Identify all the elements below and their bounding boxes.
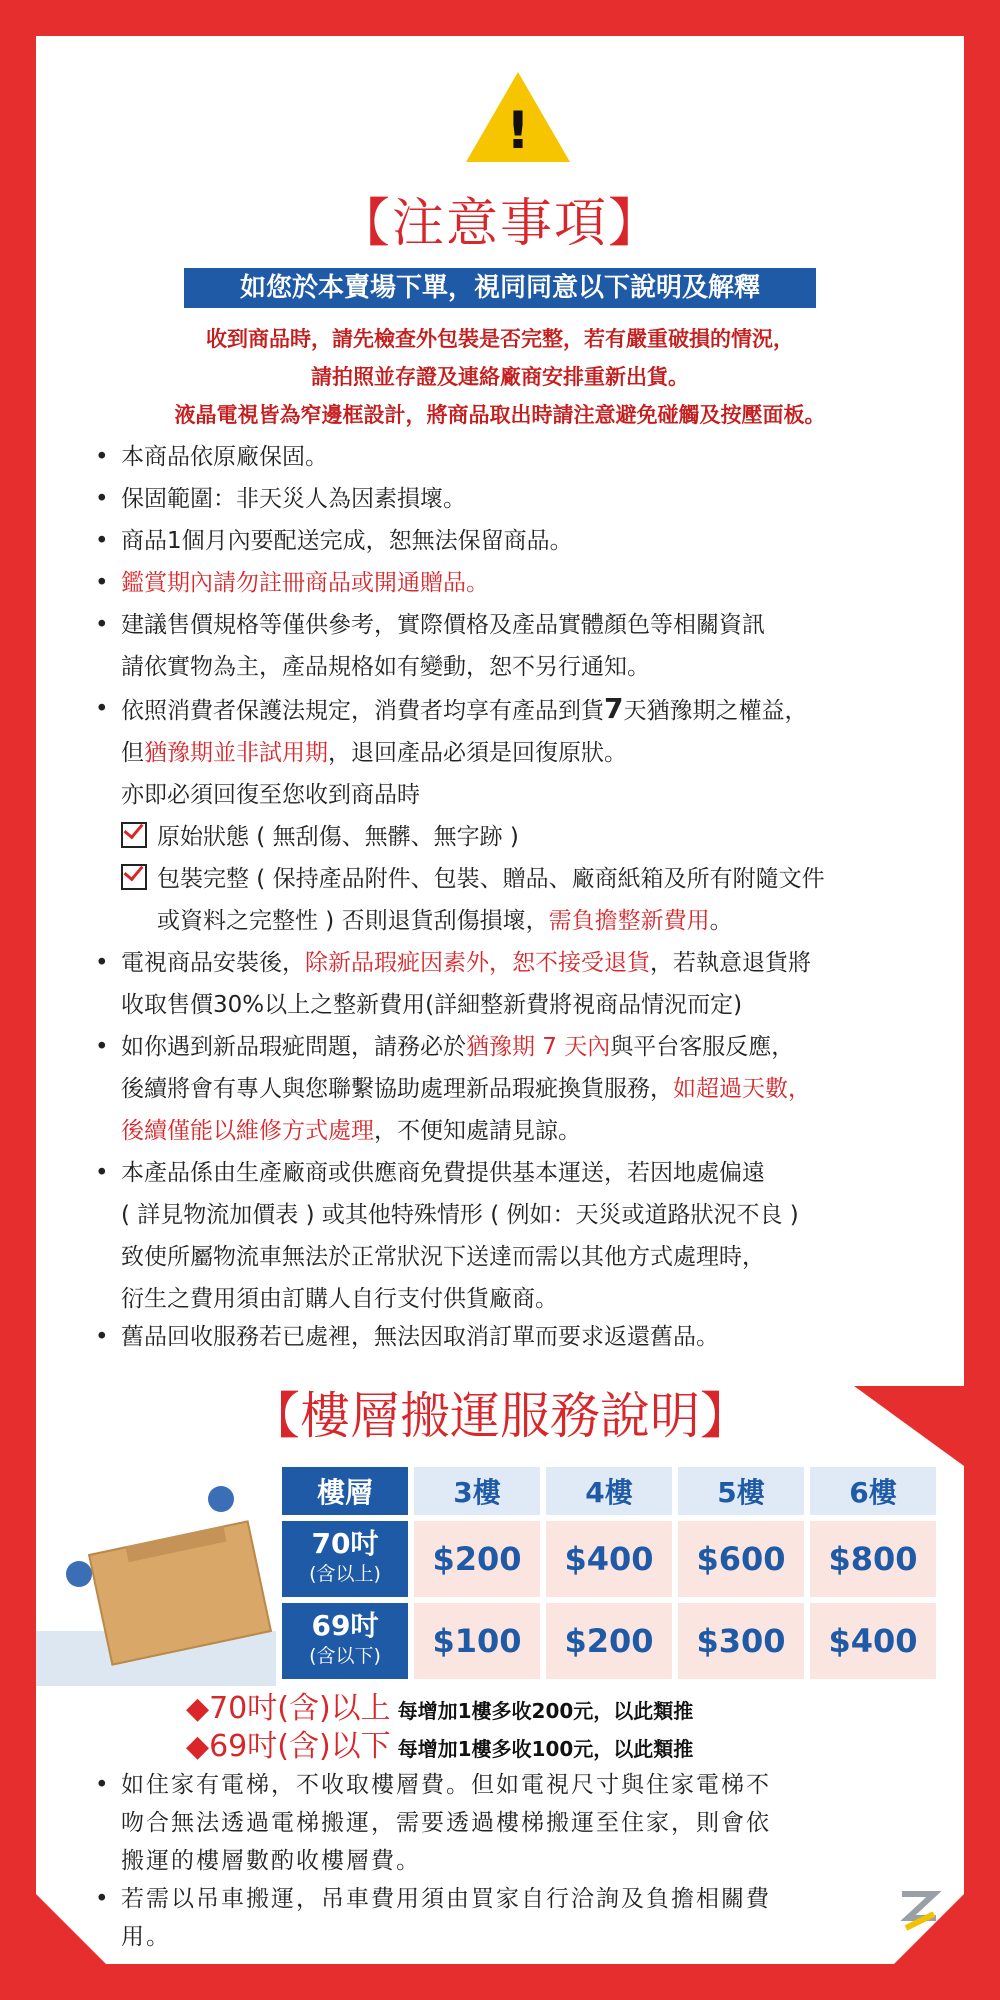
floor-notes-list	[91, 1766, 951, 1956]
table-row: 70吋 (含以上) $200 $400 $600 $800	[282, 1521, 936, 1597]
list-item: • 建議售價規格等僅供參考，實際價格及產品實體顏色等相關資訊 請依實物為主，產品規格如有變動，恕不另行通知。	[95, 612, 765, 680]
list-item: • 舊品回收服務若已處裡，無法因取消訂單而要求返還舊品。	[95, 1324, 719, 1350]
notice-line: 請拍照並存證及連絡廠商安排重新出貨。	[311, 365, 689, 389]
brand-logo	[894, 1884, 944, 1934]
content-panel	[36, 36, 964, 1964]
list-item: • 本產品係由生產廠商或供應商免費提供基本運送，若因地處偏遠 ( 詳見物流加價表 ) 或其他特殊情形 ( 例如：天災或道路狀況不良 ) 致使所屬物流車無法於正常狀況下送達而需以其他方式處理時， 衍生之費用須由訂購人自行支付供貨廠商。	[95, 1160, 799, 1312]
terms-list	[91, 436, 961, 1354]
table-row: 樓層 3樓 4樓 5樓 6樓	[282, 1467, 936, 1515]
page-title: 【注意事項】	[337, 194, 662, 254]
warning-icon-mark: !	[506, 101, 530, 161]
list-item: • 保固範圍：非天災人為因素損壞。	[95, 486, 466, 512]
list-item: • 如你遇到新品瑕疵問題，請務必於猶豫期 7 天內與平台客服反應， 後續將會有專人與您聯繫協助處理新品瑕疵換貨服務，如超過天數， 後續僅能以維修方式處理，不便知處請見諒。	[95, 1034, 811, 1144]
surcharge-line: ◆70吋(含)以上 每增加1樓多收200元，以此類推	[186, 1691, 694, 1726]
table-row: 69吋 (含以下) $100 $200 $300 $400	[282, 1603, 936, 1679]
notice-line: 液晶電視皆為窄邊框設計，將商品取出時請注意避免碰觸及按壓面板。	[174, 403, 826, 427]
list-item: • 鑑賞期內請勿註冊商品或開通贈品。	[95, 570, 489, 596]
delivery-illustration	[36, 1466, 276, 1686]
checklist-item: 包裝完整 ( 保持產品附件、包裝、贈品、廠商紙箱及所有附隨文件 或資料之完整性 ) 否則退貨刮傷損壞，需負擔整新費用。	[91, 858, 961, 942]
checklist-item: 原始狀態 ( 無刮傷、無髒、無字跡 )	[91, 816, 961, 858]
checkbox-icon	[121, 864, 147, 890]
list-item: • 依照消費者保護法規定，消費者均享有產品到貨7天猶豫期之權益， 但猶豫期並非試用期，退回產品必須是回復原狀。 亦即必須回復至您收到商品時	[95, 692, 808, 808]
surcharge-line: ◆69吋(含)以下 每增加1樓多收100元，以此類推	[186, 1729, 694, 1764]
list-item: • 本商品依原廠保固。	[95, 444, 328, 470]
list-item: • 電視商品安裝後，除新品瑕疵因素外，恕不接受退貨，若執意退貨將 收取售價30%以上之整新費用(詳細整新費將視商品情況而定)	[95, 950, 811, 1018]
notice-line: 收到商品時，請先檢查外包裝是否完整，若有嚴重破損的情況，	[206, 327, 794, 351]
list-item: • 如住家有電梯，不收取樓層費。但如電視尺寸與住家電梯不 吻合無法透過電梯搬運，需要透過樓梯搬運至住家，則會依 搬運的樓層數酌收樓層費。	[95, 1772, 771, 1874]
list-item: • 商品1個月內要配送完成，恕無法保留商品。	[95, 528, 573, 554]
list-item: • 若需以吊車搬運，吊車費用須由買家自行洽詢及負擔相關費 用。	[95, 1886, 771, 1950]
checkbox-icon	[121, 822, 147, 848]
floor-fee-table	[276, 1461, 942, 1685]
page-subtitle: 如您於本賣場下單，視同同意以下說明及解釋	[184, 268, 816, 308]
section-title: 【樓層搬運服務說明】	[250, 1387, 750, 1445]
